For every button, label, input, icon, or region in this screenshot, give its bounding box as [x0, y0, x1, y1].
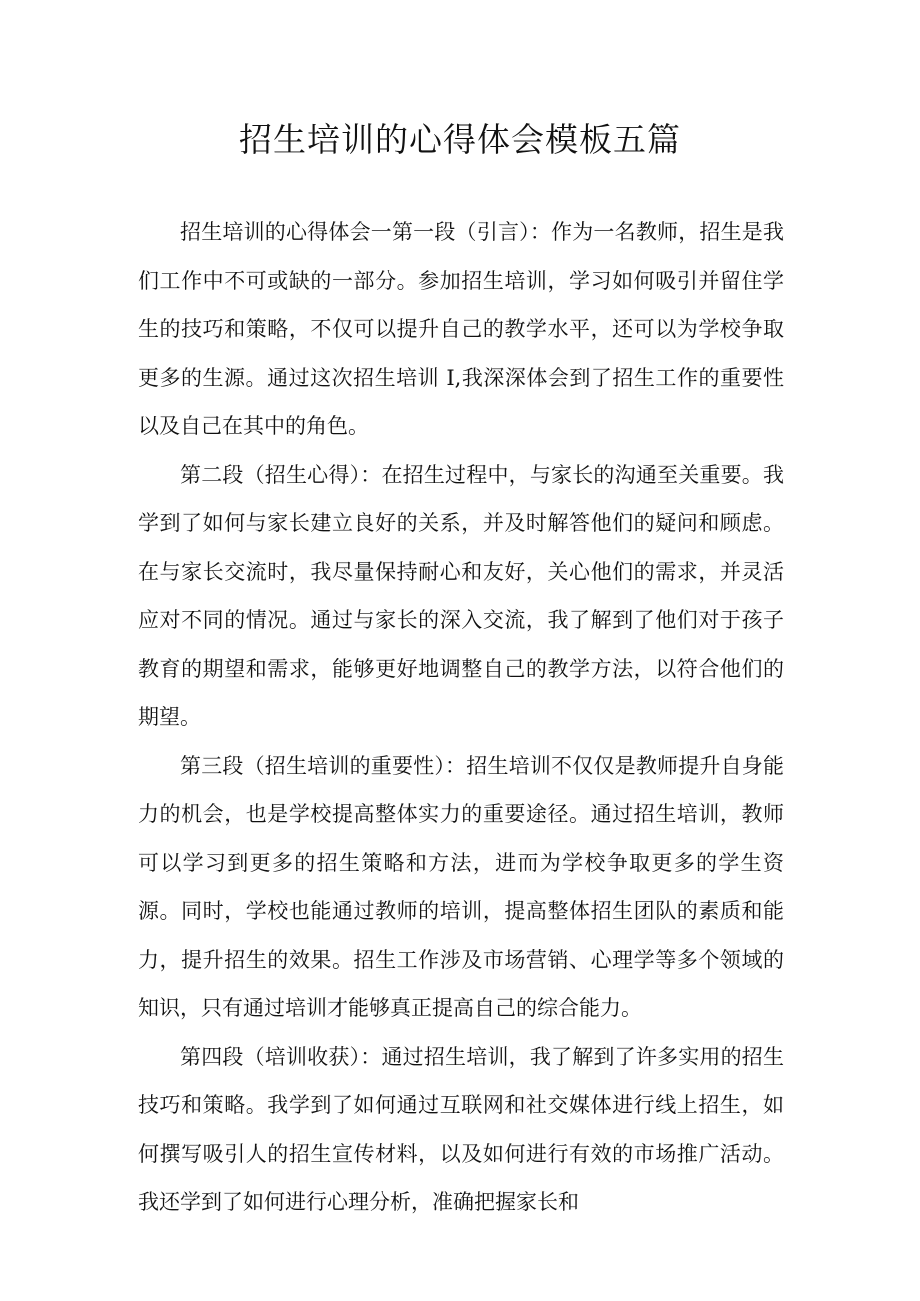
paragraph-3: 第三段（招生培训的重要性）：招生培训不仅仅是教师提升自身能力的机会，也是学校提高整体实力的重要途径。通过招生培训，教师可以学习到更多的招生策略和方法，进而为学校争取更多的学生资源。同时，学校也能通过教师的培训，提高整体招生团队的素质和能力，提升招生的效果。招生工作涉及市场营销、心理学等多个领域的知识，只有通过培训才能够真正提高自己的综合能力。 [138, 753, 784, 1020]
document-title: 招生培训的心得体会模板五篇 [239, 120, 681, 159]
document-body [138, 208, 784, 1227]
paragraph-1: 招生培训的心得体会一第一段（引言）：作为一名教师，招生是我们工作中不可或缺的一部分。参加招生培训，学习如何吸引并留住学生的技巧和策略，不仅可以提升自己的教学水平，还可以为学校争取更多的生源。通过这次招生培训 I,我深深体会到了招生工作的重要性以及自己在其中的角色。 [138, 220, 784, 438]
paragraph-4: 第四段（培训收获）：通过招生培训，我了解到了许多实用的招生技巧和策略。我学到了如何通过互联网和社交媒体进行线上招生，如何撰写吸引人的招生宣传材料，以及如何进行有效的市场推广活动。我还学到了如何进行心理分析，准确把握家长和 [138, 1044, 784, 1214]
paragraph-2: 第二段（招生心得）：在招生过程中，与家长的沟通至关重要。我学到了如何与家长建立良好的关系，并及时解答他们的疑问和顾虑。在与家长交流时，我尽量保持耐心和友好，关心他们的需求，并灵活应对不同的情况。通过与家长的深入交流，我了解到了他们对于孩子教育的期望和需求，能够更好地调整自己的教学方法，以符合他们的期望。 [138, 462, 784, 729]
